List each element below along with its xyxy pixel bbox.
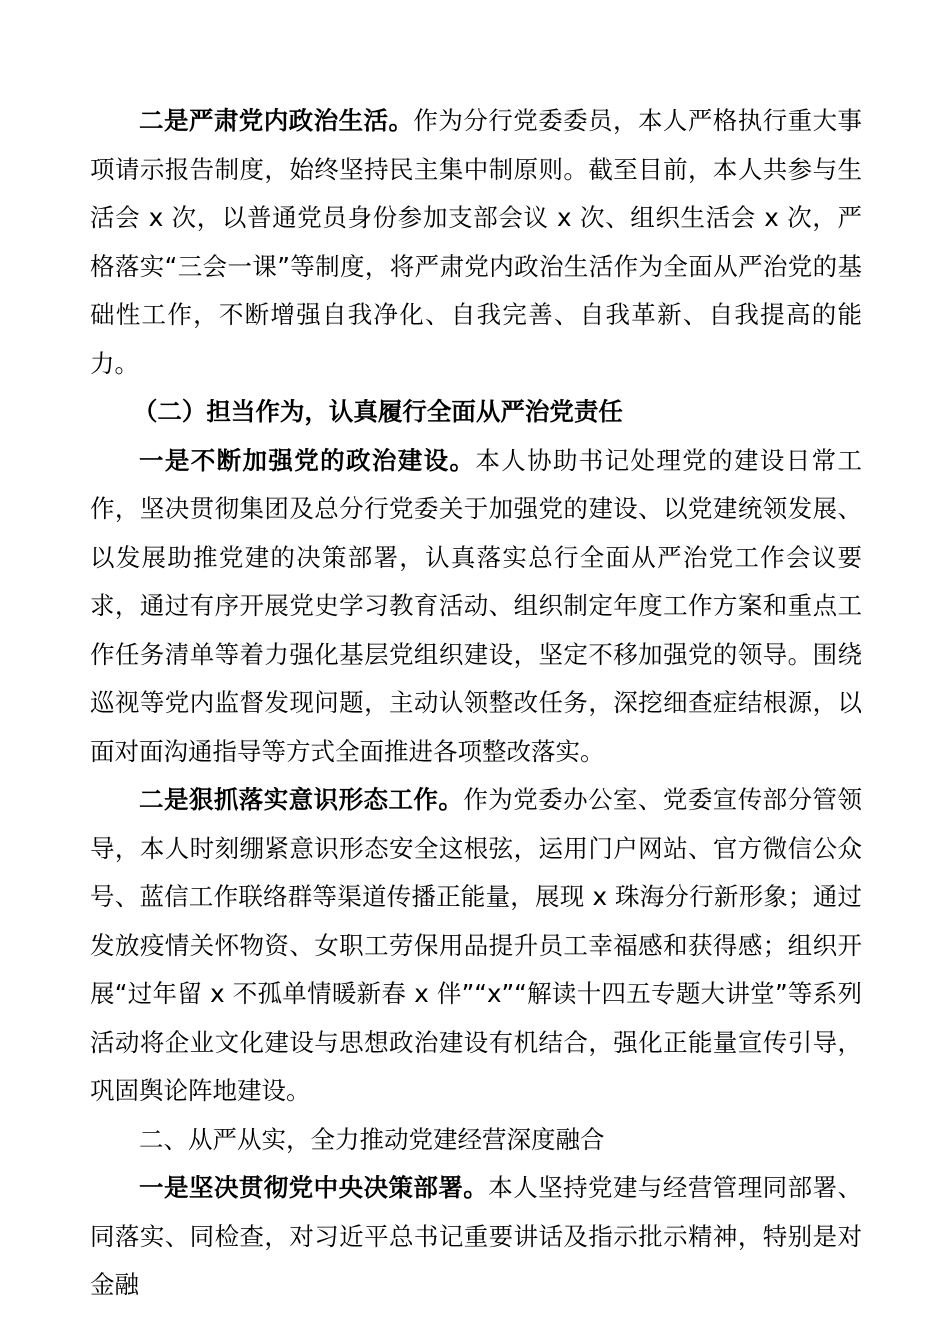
paragraph-lead: 二是严肃党内政治生活。: [139, 106, 414, 135]
paragraph-lead: 一是不断加强党的政治建设。: [139, 445, 476, 475]
paragraph-political-construction: [90, 437, 862, 777]
paragraph-lead: 一是坚决贯彻党中央决策部署。: [139, 1173, 489, 1202]
document-page: [90, 97, 862, 1310]
paragraph-body: 作为分行党委委员，本人严格执行重大事项请示报告制度，始终坚持民主集中制原则。截至目前，本人共参与生活会 x 次，以普通党员身份参加支部会议 x 次、组织生活会 x 次，严格落实“三会一课”等制度，将严肃党内政治生活作为全面从严治党的基础性工作，不断增强自我净化、自我完善、自我革新、自我提高的能力。: [90, 106, 863, 378]
paragraph-central-decisions: [90, 1164, 862, 1310]
paragraph-lead: 二是狠抓落实意识形态工作。: [139, 785, 464, 814]
paragraph-political-life: [90, 97, 862, 388]
paragraph-ideology-work: [90, 776, 862, 1116]
paragraph-body: 本人协助书记处理党的建设日常工作，坚决贯彻集团及总分行党委关于加强党的建设、以党建统领发展、以发展助推党建的决策部署，认真落实总行全面从严治党工作会议要求，通过有序开展党史学习教育活动、组织制定年度工作方案和重点工作任务清单等着力强化基层党组织建设，坚定不移加强党的领导。围绕巡视等党内监督发现问题，主动认领整改任务，深挖细查症结根源，以面对面沟通指导等方式全面推进各项整改落实。: [90, 445, 863, 766]
chapter-heading: 二、从严从实，全力推动党建经营深度融合: [139, 1124, 605, 1154]
paragraph-body: 作为党委办公室、党委宣传部分管领导，本人时刻绷紧意识形态安全这根弦，运用门户网站、官方微信公众号、蓝信工作联络群等渠道传播正能量，展现 x 珠海分行新形象；通过发放疫情关怀物资、女职工劳保用品提升员工幸福感和获得感；组织开展“过年留 x 不孤单情暖新春 x 伴”“x”“解读十四五专题大讲堂”等系列活动将企业文化建设与思想政治建设有机结合，强化正能量宣传引导，巩固舆论阵地建设。: [90, 785, 863, 1105]
paragraph-body: 本人坚持党建与经营管理同部署、同落实、同检查，对习近平总书记重要讲话及指示批示精神，特别是对金融: [90, 1173, 862, 1299]
section-heading: （二）担当作为，认真履行全面从严治党责任: [132, 397, 623, 426]
